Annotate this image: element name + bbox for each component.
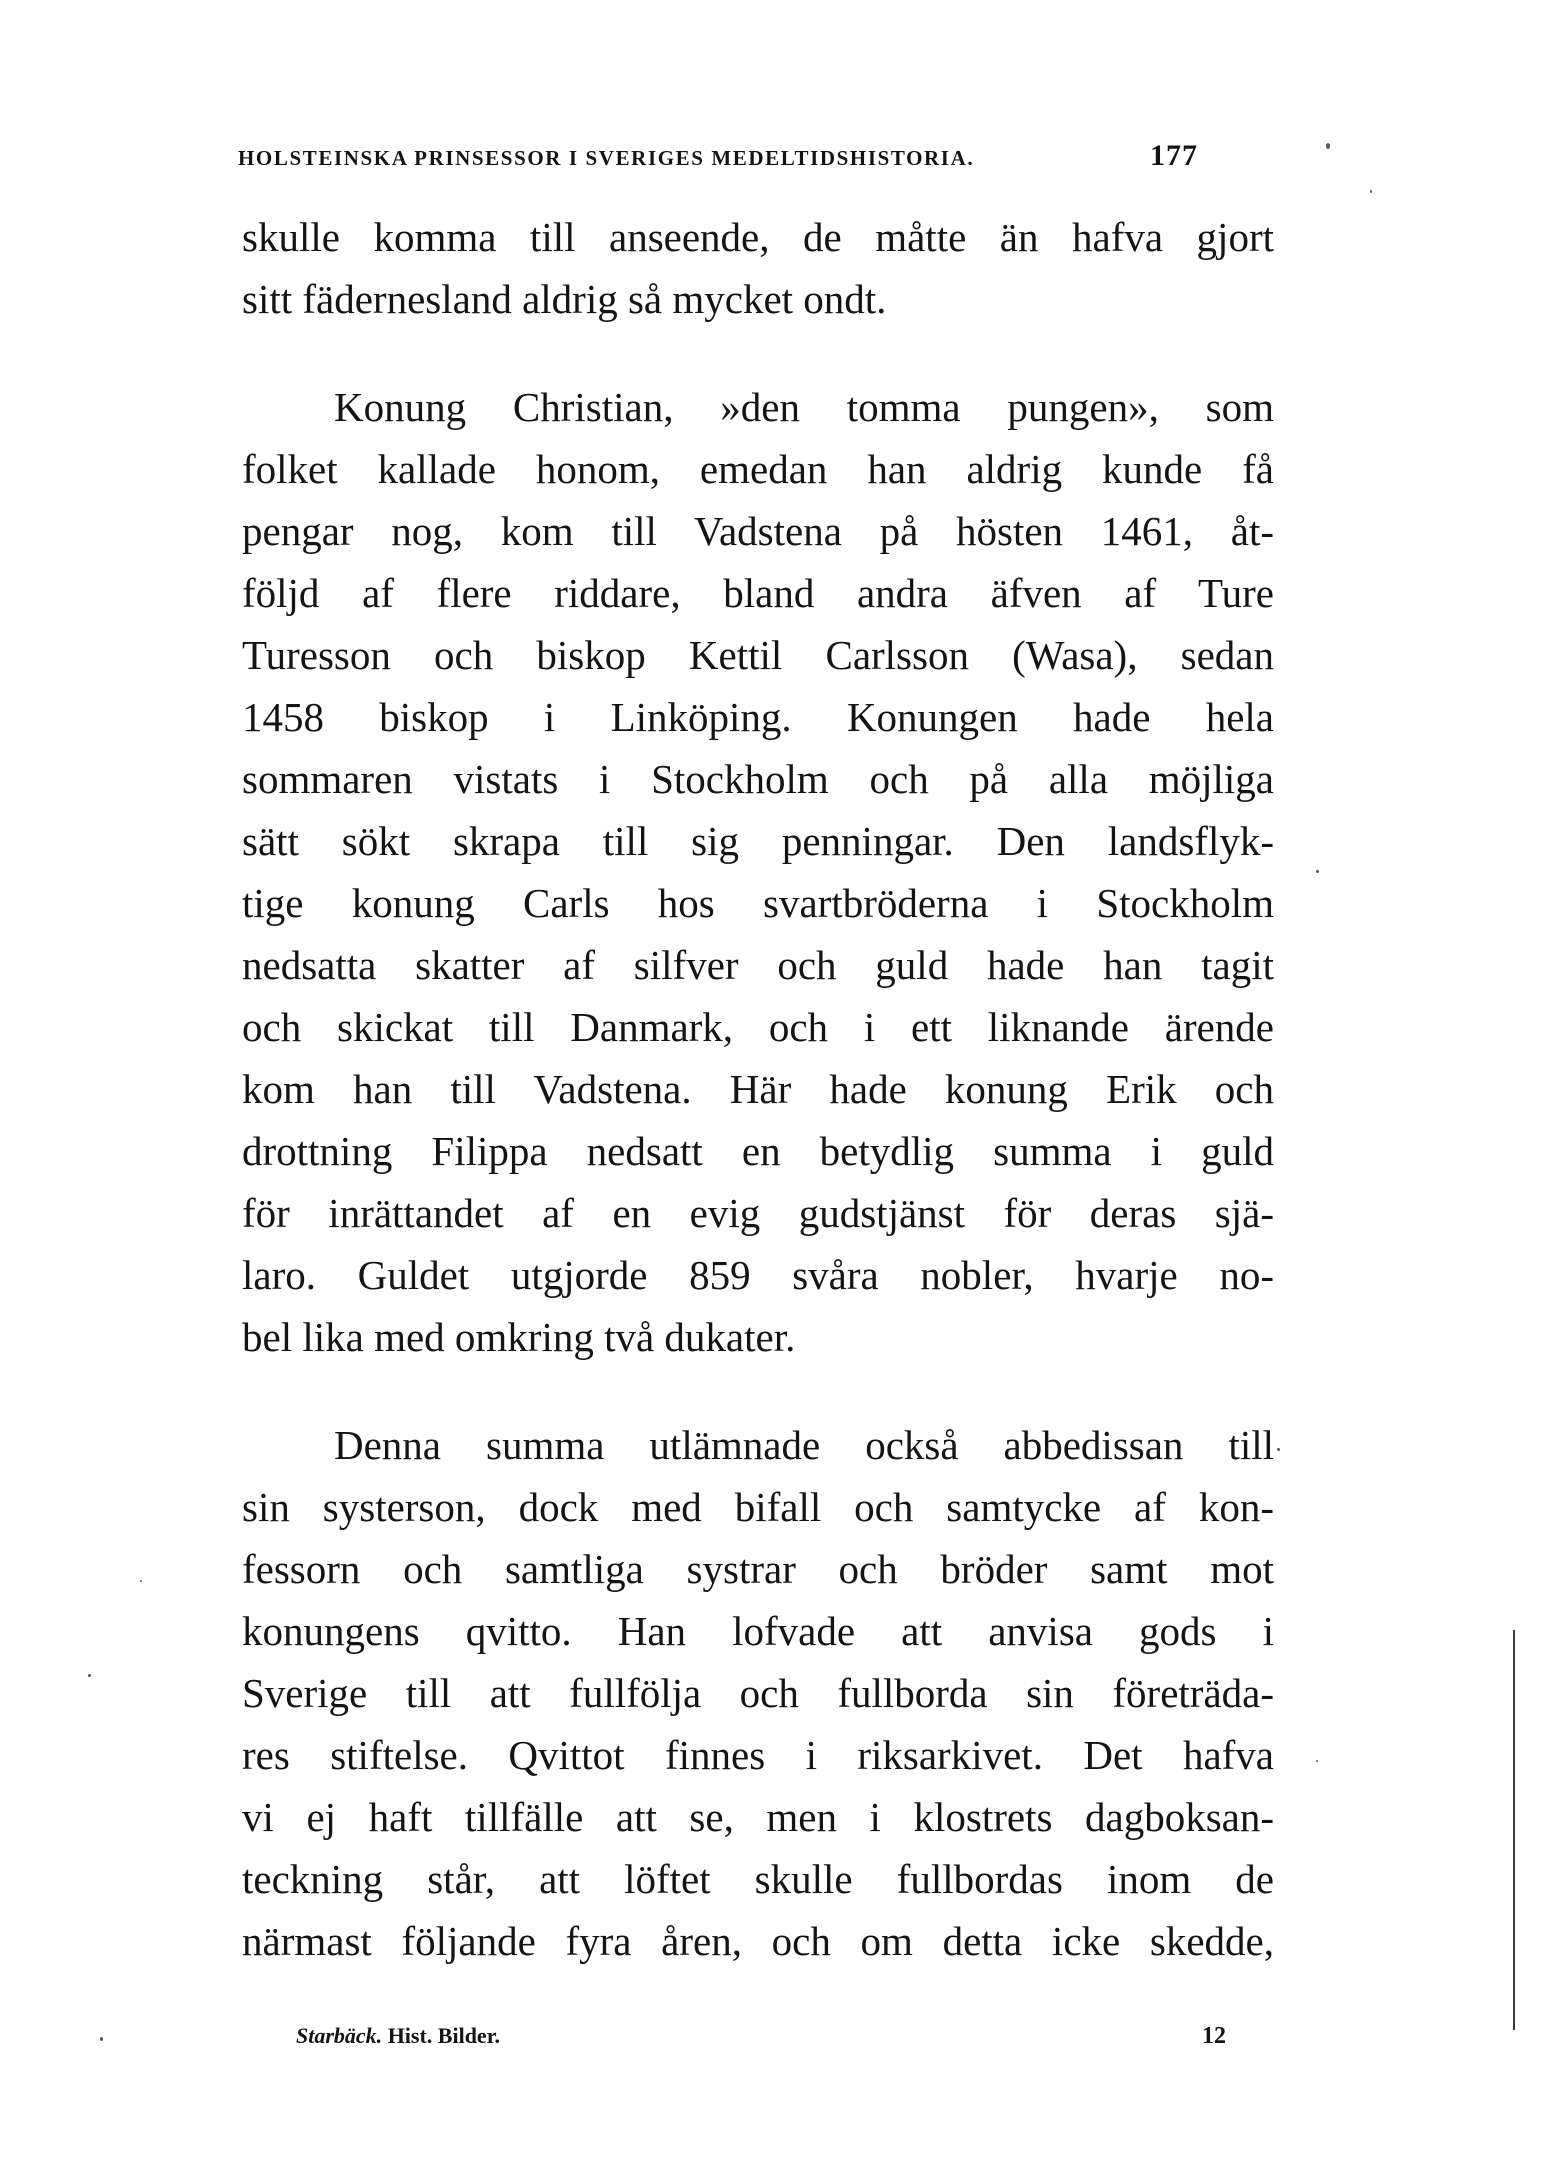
paragraph-2 <box>242 376 1274 1368</box>
footer-signature <box>296 2016 500 2056</box>
text-line: närmast följande fyra åren, och om detta icke skedde, <box>242 1918 1274 1964</box>
text-line: teckning står, att löftet skulle fullbordas inom de <box>242 1856 1274 1902</box>
scan-edge-line <box>1513 1630 1515 2030</box>
text-line: skulle komma till anseende, de måtte än hafva gjort <box>242 214 1274 260</box>
paper-speck <box>88 1674 91 1677</box>
signature-number: 12 <box>1202 2023 1226 2049</box>
text-line: Sverige till att fullfölja och fullborda sin företräda- <box>242 1670 1274 1716</box>
paragraph-1 <box>242 206 1274 330</box>
text-line: följd af flere riddare, bland andra äfven af Ture <box>242 570 1274 616</box>
text-line: Konung Christian, »den tomma pungen», som <box>334 384 1274 430</box>
paper-speck <box>1370 190 1372 193</box>
text-line: Denna summa utlämnade också abbedissan till <box>334 1422 1274 1468</box>
text-line: drottning Filippa nedsatt en betydlig summa i guld <box>242 1128 1274 1174</box>
text-line: sätt sökt skrapa till sig penningar. Den landsflyk- <box>242 818 1274 864</box>
text-line: bel lika med omkring två dukater. <box>242 1314 796 1360</box>
page-number: 177 <box>1150 139 1198 172</box>
running-title: HOLSTEINSKA PRINSESSOR I SVERIGES MEDELTIDSHISTORIA. <box>238 146 975 170</box>
paragraph-3 <box>242 1414 1274 1972</box>
text-line: Turesson och biskop Kettil Carlsson (Wasa), sedan <box>242 632 1274 678</box>
paper-speck <box>1277 1448 1280 1451</box>
footer-author: Starbäck. <box>296 2023 383 2048</box>
text-line: för inrättandet af en evig gudstjänst för deras sjä- <box>242 1190 1274 1236</box>
text-line: kom han till Vadstena. Här hade konung Erik och <box>242 1066 1274 1112</box>
text-line: folket kallade honom, emedan han aldrig kunde få <box>242 446 1274 492</box>
footer-book-title: Hist. Bilder. <box>387 2023 500 2048</box>
text-line: sin systerson, dock med bifall och samtycke af kon- <box>242 1484 1274 1530</box>
text-line: sommaren vistats i Stockholm och på alla möjliga <box>242 756 1274 802</box>
paper-speck <box>100 2037 103 2041</box>
page-footer <box>296 2016 1226 2056</box>
paper-speck <box>1316 870 1319 873</box>
body-text <box>242 206 1274 1972</box>
text-line: sitt fädernesland aldrig så mycket ondt. <box>242 276 887 322</box>
text-line: konungens qvitto. Han lofvade att anvisa gods i <box>242 1608 1274 1654</box>
text-line: nedsatta skatter af silfver och guld hade han tagit <box>242 942 1274 988</box>
running-head <box>238 140 1258 176</box>
text-line: res stiftelse. Qvittot finnes i riksarkivet. Det hafva <box>242 1732 1274 1778</box>
text-line: vi ej haft tillfälle att se, men i klostrets dagboksan- <box>242 1794 1274 1840</box>
text-line: tige konung Carls hos svartbröderna i Stockholm <box>242 880 1274 926</box>
text-line: laro. Guldet utgjorde 859 svåra nobler, hvarje no- <box>242 1252 1274 1298</box>
paragraph-gap <box>242 330 1274 376</box>
text-line: 1458 biskop i Linköping. Konungen hade hela <box>242 694 1274 740</box>
paragraph-gap <box>242 1368 1274 1414</box>
text-line: och skickat till Danmark, och i ett liknande ärende <box>242 1004 1274 1050</box>
paper-speck <box>140 1580 142 1582</box>
paper-speck <box>1316 1760 1318 1762</box>
paper-speck <box>1326 143 1330 149</box>
text-line: fessorn och samtliga systrar och bröder samt mot <box>242 1546 1274 1592</box>
text-line: pengar nog, kom till Vadstena på hösten 1461, åt- <box>242 508 1274 554</box>
